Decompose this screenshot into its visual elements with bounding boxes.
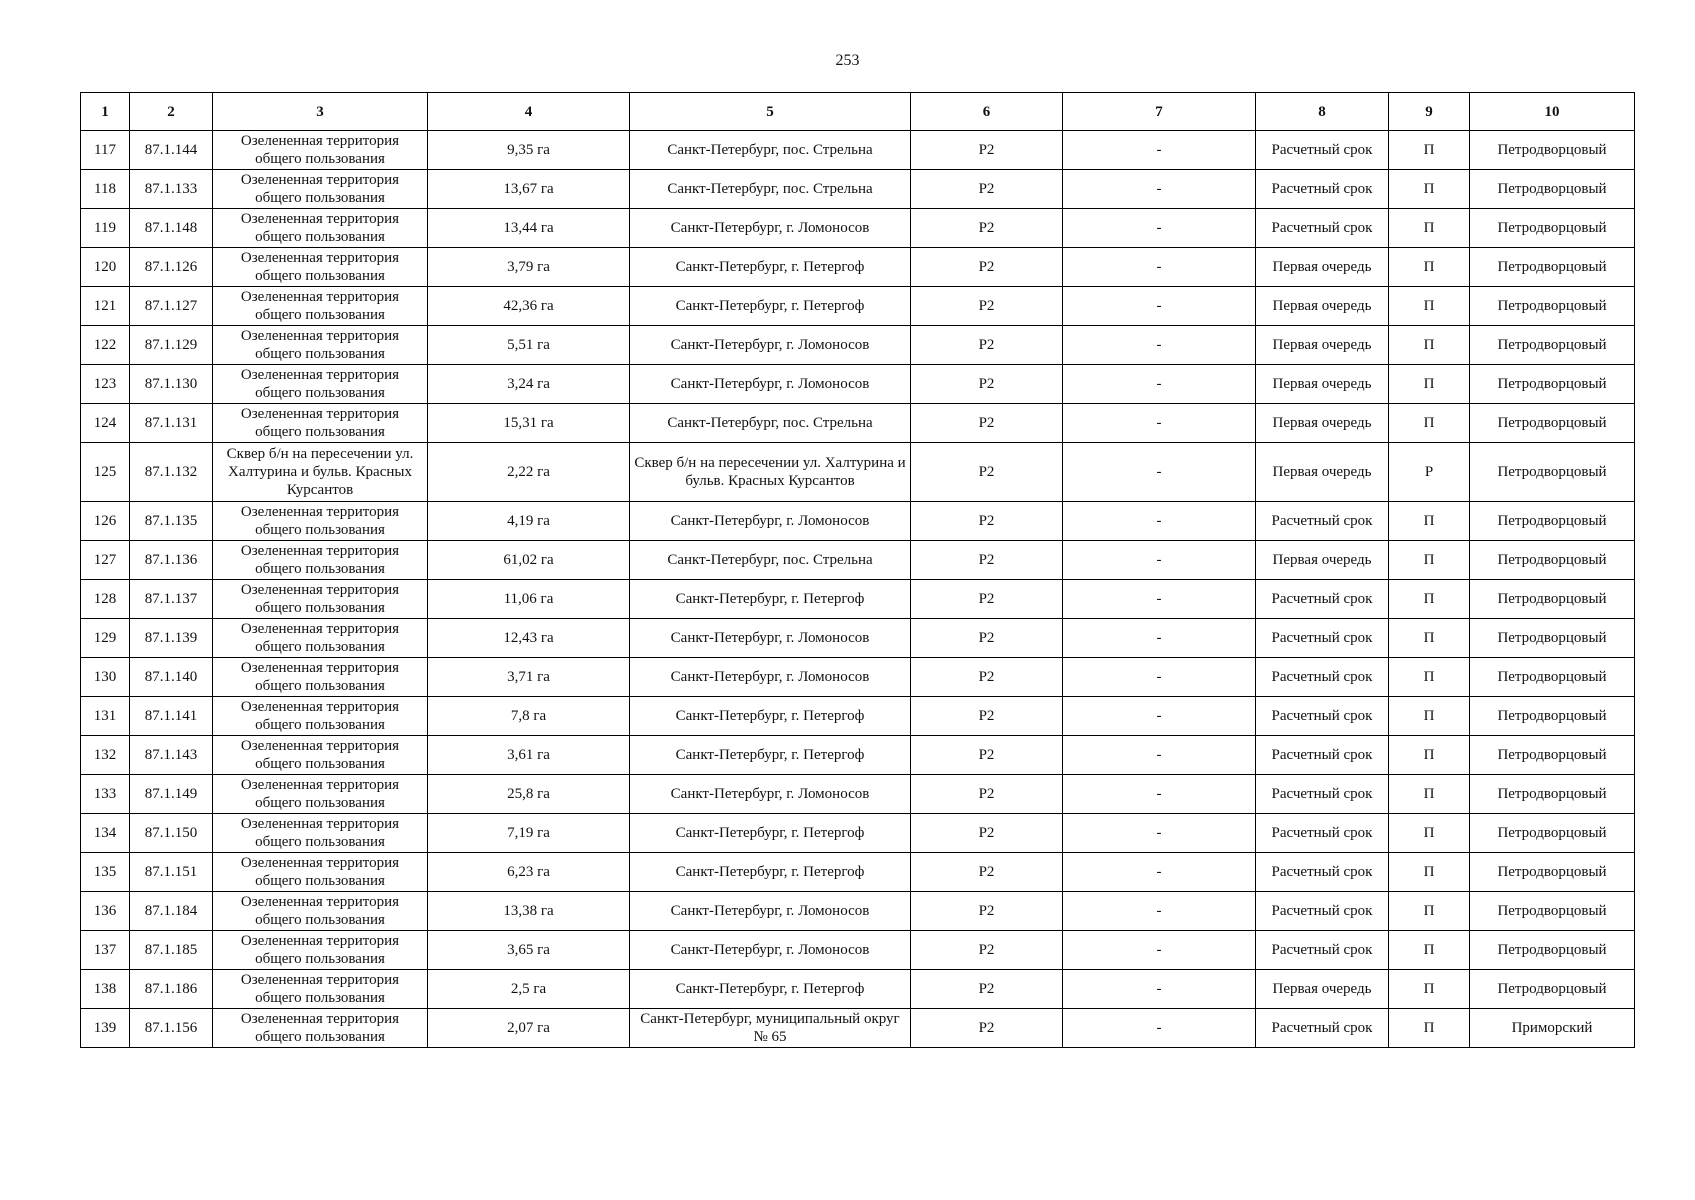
object-code-cell: 87.1.151: [130, 853, 213, 892]
row-number-cell: 129: [81, 619, 130, 658]
district-cell: Приморский: [1470, 1009, 1635, 1048]
object-name-cell: Сквер б/н на пересечении ул. Халтурина и бульв. Красных Курсантов: [213, 443, 428, 502]
area-cell: 12,43 га: [428, 619, 630, 658]
area-cell: 4,19 га: [428, 502, 630, 541]
location-cell: Санкт-Петербург, г. Ломоносов: [630, 658, 911, 697]
col7-value-cell: -: [1063, 970, 1256, 1009]
area-cell: 2,07 га: [428, 1009, 630, 1048]
term-cell: Первая очередь: [1256, 326, 1389, 365]
location-cell: Санкт-Петербург, пос. Стрельна: [630, 170, 911, 209]
location-cell: Санкт-Петербург, пос. Стрельна: [630, 131, 911, 170]
status-cell: П: [1389, 931, 1470, 970]
col7-value-cell: -: [1063, 131, 1256, 170]
area-cell: 13,38 га: [428, 892, 630, 931]
area-cell: 2,5 га: [428, 970, 630, 1009]
table-row: [81, 619, 1635, 658]
col7-value-cell: -: [1063, 658, 1256, 697]
district-cell: Петродворцовый: [1470, 697, 1635, 736]
district-cell: Петродворцовый: [1470, 502, 1635, 541]
col7-value-cell: -: [1063, 443, 1256, 502]
object-code-cell: 87.1.139: [130, 619, 213, 658]
object-name-cell: Озелененная территория общего пользования: [213, 209, 428, 248]
table-row: [81, 287, 1635, 326]
object-name-cell: Озелененная территория общего пользования: [213, 892, 428, 931]
object-name-cell: Озелененная территория общего пользования: [213, 131, 428, 170]
object-name-cell: Озелененная территория общего пользования: [213, 170, 428, 209]
location-cell: Санкт-Петербург, г. Петергоф: [630, 853, 911, 892]
term-cell: Первая очередь: [1256, 404, 1389, 443]
status-cell: П: [1389, 404, 1470, 443]
district-cell: Петродворцовый: [1470, 814, 1635, 853]
table-row: [81, 814, 1635, 853]
location-cell: Санкт-Петербург, г. Петергоф: [630, 970, 911, 1009]
status-cell: П: [1389, 502, 1470, 541]
object-code-cell: 87.1.140: [130, 658, 213, 697]
row-number-cell: 122: [81, 326, 130, 365]
term-cell: Первая очередь: [1256, 443, 1389, 502]
location-cell: Санкт-Петербург, г. Ломоносов: [630, 775, 911, 814]
zone-cell: Р2: [911, 697, 1063, 736]
row-number-cell: 119: [81, 209, 130, 248]
status-cell: П: [1389, 580, 1470, 619]
object-name-cell: Озелененная территория общего пользования: [213, 970, 428, 1009]
term-cell: Расчетный срок: [1256, 775, 1389, 814]
district-cell: Петродворцовый: [1470, 326, 1635, 365]
row-number-cell: 137: [81, 931, 130, 970]
location-cell: Санкт-Петербург, г. Петергоф: [630, 248, 911, 287]
object-code-cell: 87.1.141: [130, 697, 213, 736]
col7-value-cell: -: [1063, 170, 1256, 209]
location-cell: Санкт-Петербург, г. Ломоносов: [630, 209, 911, 248]
location-cell: Санкт-Петербург, г. Ломоносов: [630, 326, 911, 365]
col7-value-cell: -: [1063, 209, 1256, 248]
row-number-cell: 128: [81, 580, 130, 619]
column-header-5: 5: [630, 93, 911, 131]
object-name-cell: Озелененная территория общего пользования: [213, 541, 428, 580]
location-cell: Санкт-Петербург, муниципальный округ № 65: [630, 1009, 911, 1048]
area-cell: 9,35 га: [428, 131, 630, 170]
area-cell: 7,8 га: [428, 697, 630, 736]
column-header-10: 10: [1470, 93, 1635, 131]
zone-cell: Р2: [911, 404, 1063, 443]
row-number-cell: 126: [81, 502, 130, 541]
table-row: [81, 970, 1635, 1009]
term-cell: Расчетный срок: [1256, 658, 1389, 697]
district-cell: Петродворцовый: [1470, 209, 1635, 248]
column-header-1: 1: [81, 93, 130, 131]
location-cell: Санкт-Петербург, пос. Стрельна: [630, 404, 911, 443]
district-cell: Петродворцовый: [1470, 541, 1635, 580]
table-body: [81, 131, 1635, 1048]
zone-cell: Р2: [911, 209, 1063, 248]
zone-cell: Р2: [911, 502, 1063, 541]
object-name-cell: Озелененная территория общего пользования: [213, 502, 428, 541]
col7-value-cell: -: [1063, 892, 1256, 931]
zone-cell: Р2: [911, 619, 1063, 658]
zone-cell: Р2: [911, 443, 1063, 502]
zone-cell: Р2: [911, 658, 1063, 697]
district-cell: Петродворцовый: [1470, 892, 1635, 931]
district-cell: Петродворцовый: [1470, 443, 1635, 502]
area-cell: 3,79 га: [428, 248, 630, 287]
column-header-9: 9: [1389, 93, 1470, 131]
object-code-cell: 87.1.156: [130, 1009, 213, 1048]
table-row: [81, 404, 1635, 443]
area-cell: 25,8 га: [428, 775, 630, 814]
status-cell: П: [1389, 326, 1470, 365]
object-code-cell: 87.1.185: [130, 931, 213, 970]
zone-cell: Р2: [911, 931, 1063, 970]
area-cell: 7,19 га: [428, 814, 630, 853]
district-cell: Петродворцовый: [1470, 170, 1635, 209]
zone-cell: Р2: [911, 365, 1063, 404]
zone-cell: Р2: [911, 287, 1063, 326]
location-cell: Сквер б/н на пересечении ул. Халтурина и бульв. Красных Курсантов: [630, 443, 911, 502]
table-row: [81, 365, 1635, 404]
term-cell: Расчетный срок: [1256, 580, 1389, 619]
header-row: [81, 93, 1635, 131]
document-table: [80, 92, 1635, 1048]
status-cell: П: [1389, 853, 1470, 892]
column-header-8: 8: [1256, 93, 1389, 131]
term-cell: Расчетный срок: [1256, 814, 1389, 853]
col7-value-cell: -: [1063, 248, 1256, 287]
object-code-cell: 87.1.130: [130, 365, 213, 404]
zone-cell: Р2: [911, 892, 1063, 931]
row-number-cell: 135: [81, 853, 130, 892]
status-cell: П: [1389, 365, 1470, 404]
object-name-cell: Озелененная территория общего пользования: [213, 697, 428, 736]
object-code-cell: 87.1.126: [130, 248, 213, 287]
term-cell: Расчетный срок: [1256, 697, 1389, 736]
table-row: [81, 775, 1635, 814]
district-cell: Петродворцовый: [1470, 619, 1635, 658]
row-number-cell: 124: [81, 404, 130, 443]
term-cell: Расчетный срок: [1256, 131, 1389, 170]
row-number-cell: 133: [81, 775, 130, 814]
district-cell: Петродворцовый: [1470, 287, 1635, 326]
object-code-cell: 87.1.149: [130, 775, 213, 814]
row-number-cell: 130: [81, 658, 130, 697]
table-row: [81, 658, 1635, 697]
district-cell: Петродворцовый: [1470, 404, 1635, 443]
object-name-cell: Озелененная территория общего пользования: [213, 736, 428, 775]
col7-value-cell: -: [1063, 775, 1256, 814]
district-cell: Петродворцовый: [1470, 131, 1635, 170]
location-cell: Санкт-Петербург, г. Петергоф: [630, 580, 911, 619]
zone-cell: Р2: [911, 853, 1063, 892]
object-name-cell: Озелененная территория общего пользования: [213, 580, 428, 619]
table-row: [81, 853, 1635, 892]
table-row: [81, 248, 1635, 287]
zone-cell: Р2: [911, 326, 1063, 365]
object-code-cell: 87.1.137: [130, 580, 213, 619]
page-number: 253: [835, 52, 860, 69]
location-cell: Санкт-Петербург, г. Ломоносов: [630, 619, 911, 658]
location-cell: Санкт-Петербург, пос. Стрельна: [630, 541, 911, 580]
area-cell: 3,24 га: [428, 365, 630, 404]
term-cell: Расчетный срок: [1256, 736, 1389, 775]
location-cell: Санкт-Петербург, г. Ломоносов: [630, 892, 911, 931]
column-header-7: 7: [1063, 93, 1256, 131]
object-code-cell: 87.1.136: [130, 541, 213, 580]
location-cell: Санкт-Петербург, г. Петергоф: [630, 697, 911, 736]
district-cell: Петродворцовый: [1470, 580, 1635, 619]
row-number-cell: 120: [81, 248, 130, 287]
col7-value-cell: -: [1063, 287, 1256, 326]
status-cell: П: [1389, 541, 1470, 580]
table-row: [81, 326, 1635, 365]
col7-value-cell: -: [1063, 853, 1256, 892]
object-name-cell: Озелененная территория общего пользования: [213, 931, 428, 970]
district-cell: Петродворцовый: [1470, 970, 1635, 1009]
status-cell: П: [1389, 170, 1470, 209]
table-row: [81, 1009, 1635, 1048]
status-cell: П: [1389, 892, 1470, 931]
row-number-cell: 127: [81, 541, 130, 580]
area-cell: 6,23 га: [428, 853, 630, 892]
row-number-cell: 132: [81, 736, 130, 775]
zone-cell: Р2: [911, 541, 1063, 580]
object-name-cell: Озелененная территория общего пользования: [213, 853, 428, 892]
table-row: [81, 209, 1635, 248]
status-cell: П: [1389, 697, 1470, 736]
object-code-cell: 87.1.135: [130, 502, 213, 541]
zone-cell: Р2: [911, 580, 1063, 619]
status-cell: П: [1389, 814, 1470, 853]
term-cell: Расчетный срок: [1256, 853, 1389, 892]
table-row: [81, 892, 1635, 931]
zone-cell: Р2: [911, 248, 1063, 287]
area-cell: 3,65 га: [428, 931, 630, 970]
col7-value-cell: -: [1063, 541, 1256, 580]
term-cell: Расчетный срок: [1256, 619, 1389, 658]
area-cell: 15,31 га: [428, 404, 630, 443]
table-row: [81, 541, 1635, 580]
col7-value-cell: -: [1063, 814, 1256, 853]
table-row: [81, 931, 1635, 970]
table-row: [81, 131, 1635, 170]
status-cell: П: [1389, 775, 1470, 814]
object-name-cell: Озелененная территория общего пользования: [213, 619, 428, 658]
column-header-3: 3: [213, 93, 428, 131]
location-cell: Санкт-Петербург, г. Ломоносов: [630, 502, 911, 541]
term-cell: Первая очередь: [1256, 287, 1389, 326]
object-code-cell: 87.1.148: [130, 209, 213, 248]
district-cell: Петродворцовый: [1470, 931, 1635, 970]
location-cell: Санкт-Петербург, г. Петергоф: [630, 736, 911, 775]
term-cell: Расчетный срок: [1256, 892, 1389, 931]
status-cell: П: [1389, 970, 1470, 1009]
table-row: [81, 502, 1635, 541]
zone-cell: Р2: [911, 131, 1063, 170]
status-cell: П: [1389, 1009, 1470, 1048]
object-code-cell: 87.1.150: [130, 814, 213, 853]
table-row: [81, 443, 1635, 502]
object-code-cell: 87.1.144: [130, 131, 213, 170]
term-cell: Расчетный срок: [1256, 502, 1389, 541]
column-header-6: 6: [911, 93, 1063, 131]
col7-value-cell: -: [1063, 736, 1256, 775]
term-cell: Первая очередь: [1256, 970, 1389, 1009]
status-cell: П: [1389, 736, 1470, 775]
object-code-cell: 87.1.129: [130, 326, 213, 365]
location-cell: Санкт-Петербург, г. Петергоф: [630, 287, 911, 326]
object-name-cell: Озелененная территория общего пользования: [213, 326, 428, 365]
status-cell: П: [1389, 287, 1470, 326]
district-cell: Петродворцовый: [1470, 248, 1635, 287]
col7-value-cell: -: [1063, 326, 1256, 365]
term-cell: Первая очередь: [1256, 541, 1389, 580]
area-cell: 13,67 га: [428, 170, 630, 209]
table-row: [81, 170, 1635, 209]
term-cell: Расчетный срок: [1256, 931, 1389, 970]
area-cell: 13,44 га: [428, 209, 630, 248]
area-cell: 42,36 га: [428, 287, 630, 326]
status-cell: П: [1389, 658, 1470, 697]
district-cell: Петродворцовый: [1470, 658, 1635, 697]
area-cell: 5,51 га: [428, 326, 630, 365]
row-number-cell: 136: [81, 892, 130, 931]
zone-cell: Р2: [911, 814, 1063, 853]
location-cell: Санкт-Петербург, г. Ломоносов: [630, 365, 911, 404]
zone-cell: Р2: [911, 970, 1063, 1009]
object-code-cell: 87.1.132: [130, 443, 213, 502]
location-cell: Санкт-Петербург, г. Ломоносов: [630, 931, 911, 970]
object-code-cell: 87.1.133: [130, 170, 213, 209]
row-number-cell: 131: [81, 697, 130, 736]
col7-value-cell: -: [1063, 619, 1256, 658]
column-header-2: 2: [130, 93, 213, 131]
object-code-cell: 87.1.143: [130, 736, 213, 775]
col7-value-cell: -: [1063, 365, 1256, 404]
row-number-cell: 139: [81, 1009, 130, 1048]
zone-cell: Р2: [911, 170, 1063, 209]
status-cell: П: [1389, 209, 1470, 248]
row-number-cell: 117: [81, 131, 130, 170]
district-cell: Петродворцовый: [1470, 853, 1635, 892]
col7-value-cell: -: [1063, 502, 1256, 541]
col7-value-cell: -: [1063, 931, 1256, 970]
row-number-cell: 118: [81, 170, 130, 209]
object-code-cell: 87.1.186: [130, 970, 213, 1009]
object-name-cell: Озелененная территория общего пользования: [213, 1009, 428, 1048]
object-name-cell: Озелененная территория общего пользования: [213, 814, 428, 853]
object-name-cell: Озелененная территория общего пользования: [213, 287, 428, 326]
district-cell: Петродворцовый: [1470, 775, 1635, 814]
table-row: [81, 697, 1635, 736]
area-cell: 3,71 га: [428, 658, 630, 697]
status-cell: П: [1389, 619, 1470, 658]
area-cell: 3,61 га: [428, 736, 630, 775]
row-number-cell: 123: [81, 365, 130, 404]
object-name-cell: Озелененная территория общего пользования: [213, 775, 428, 814]
object-name-cell: Озелененная территория общего пользования: [213, 248, 428, 287]
status-cell: П: [1389, 131, 1470, 170]
table-row: [81, 580, 1635, 619]
row-number-cell: 134: [81, 814, 130, 853]
area-cell: 11,06 га: [428, 580, 630, 619]
area-cell: 2,22 га: [428, 443, 630, 502]
zone-cell: Р2: [911, 1009, 1063, 1048]
object-code-cell: 87.1.184: [130, 892, 213, 931]
district-cell: Петродворцовый: [1470, 736, 1635, 775]
zone-cell: Р2: [911, 736, 1063, 775]
object-code-cell: 87.1.131: [130, 404, 213, 443]
district-cell: Петродворцовый: [1470, 365, 1635, 404]
term-cell: Расчетный срок: [1256, 209, 1389, 248]
column-header-4: 4: [428, 93, 630, 131]
col7-value-cell: -: [1063, 580, 1256, 619]
status-cell: Р: [1389, 443, 1470, 502]
location-cell: Санкт-Петербург, г. Петергоф: [630, 814, 911, 853]
table-header: [81, 93, 1635, 131]
row-number-cell: 138: [81, 970, 130, 1009]
object-name-cell: Озелененная территория общего пользования: [213, 404, 428, 443]
object-name-cell: Озелененная территория общего пользования: [213, 658, 428, 697]
row-number-cell: 121: [81, 287, 130, 326]
term-cell: Первая очередь: [1256, 365, 1389, 404]
col7-value-cell: -: [1063, 1009, 1256, 1048]
table-row: [81, 736, 1635, 775]
area-cell: 61,02 га: [428, 541, 630, 580]
zone-cell: Р2: [911, 775, 1063, 814]
term-cell: Первая очередь: [1256, 248, 1389, 287]
col7-value-cell: -: [1063, 697, 1256, 736]
row-number-cell: 125: [81, 443, 130, 502]
term-cell: Расчетный срок: [1256, 170, 1389, 209]
object-code-cell: 87.1.127: [130, 287, 213, 326]
status-cell: П: [1389, 248, 1470, 287]
term-cell: Расчетный срок: [1256, 1009, 1389, 1048]
col7-value-cell: -: [1063, 404, 1256, 443]
object-name-cell: Озелененная территория общего пользования: [213, 365, 428, 404]
